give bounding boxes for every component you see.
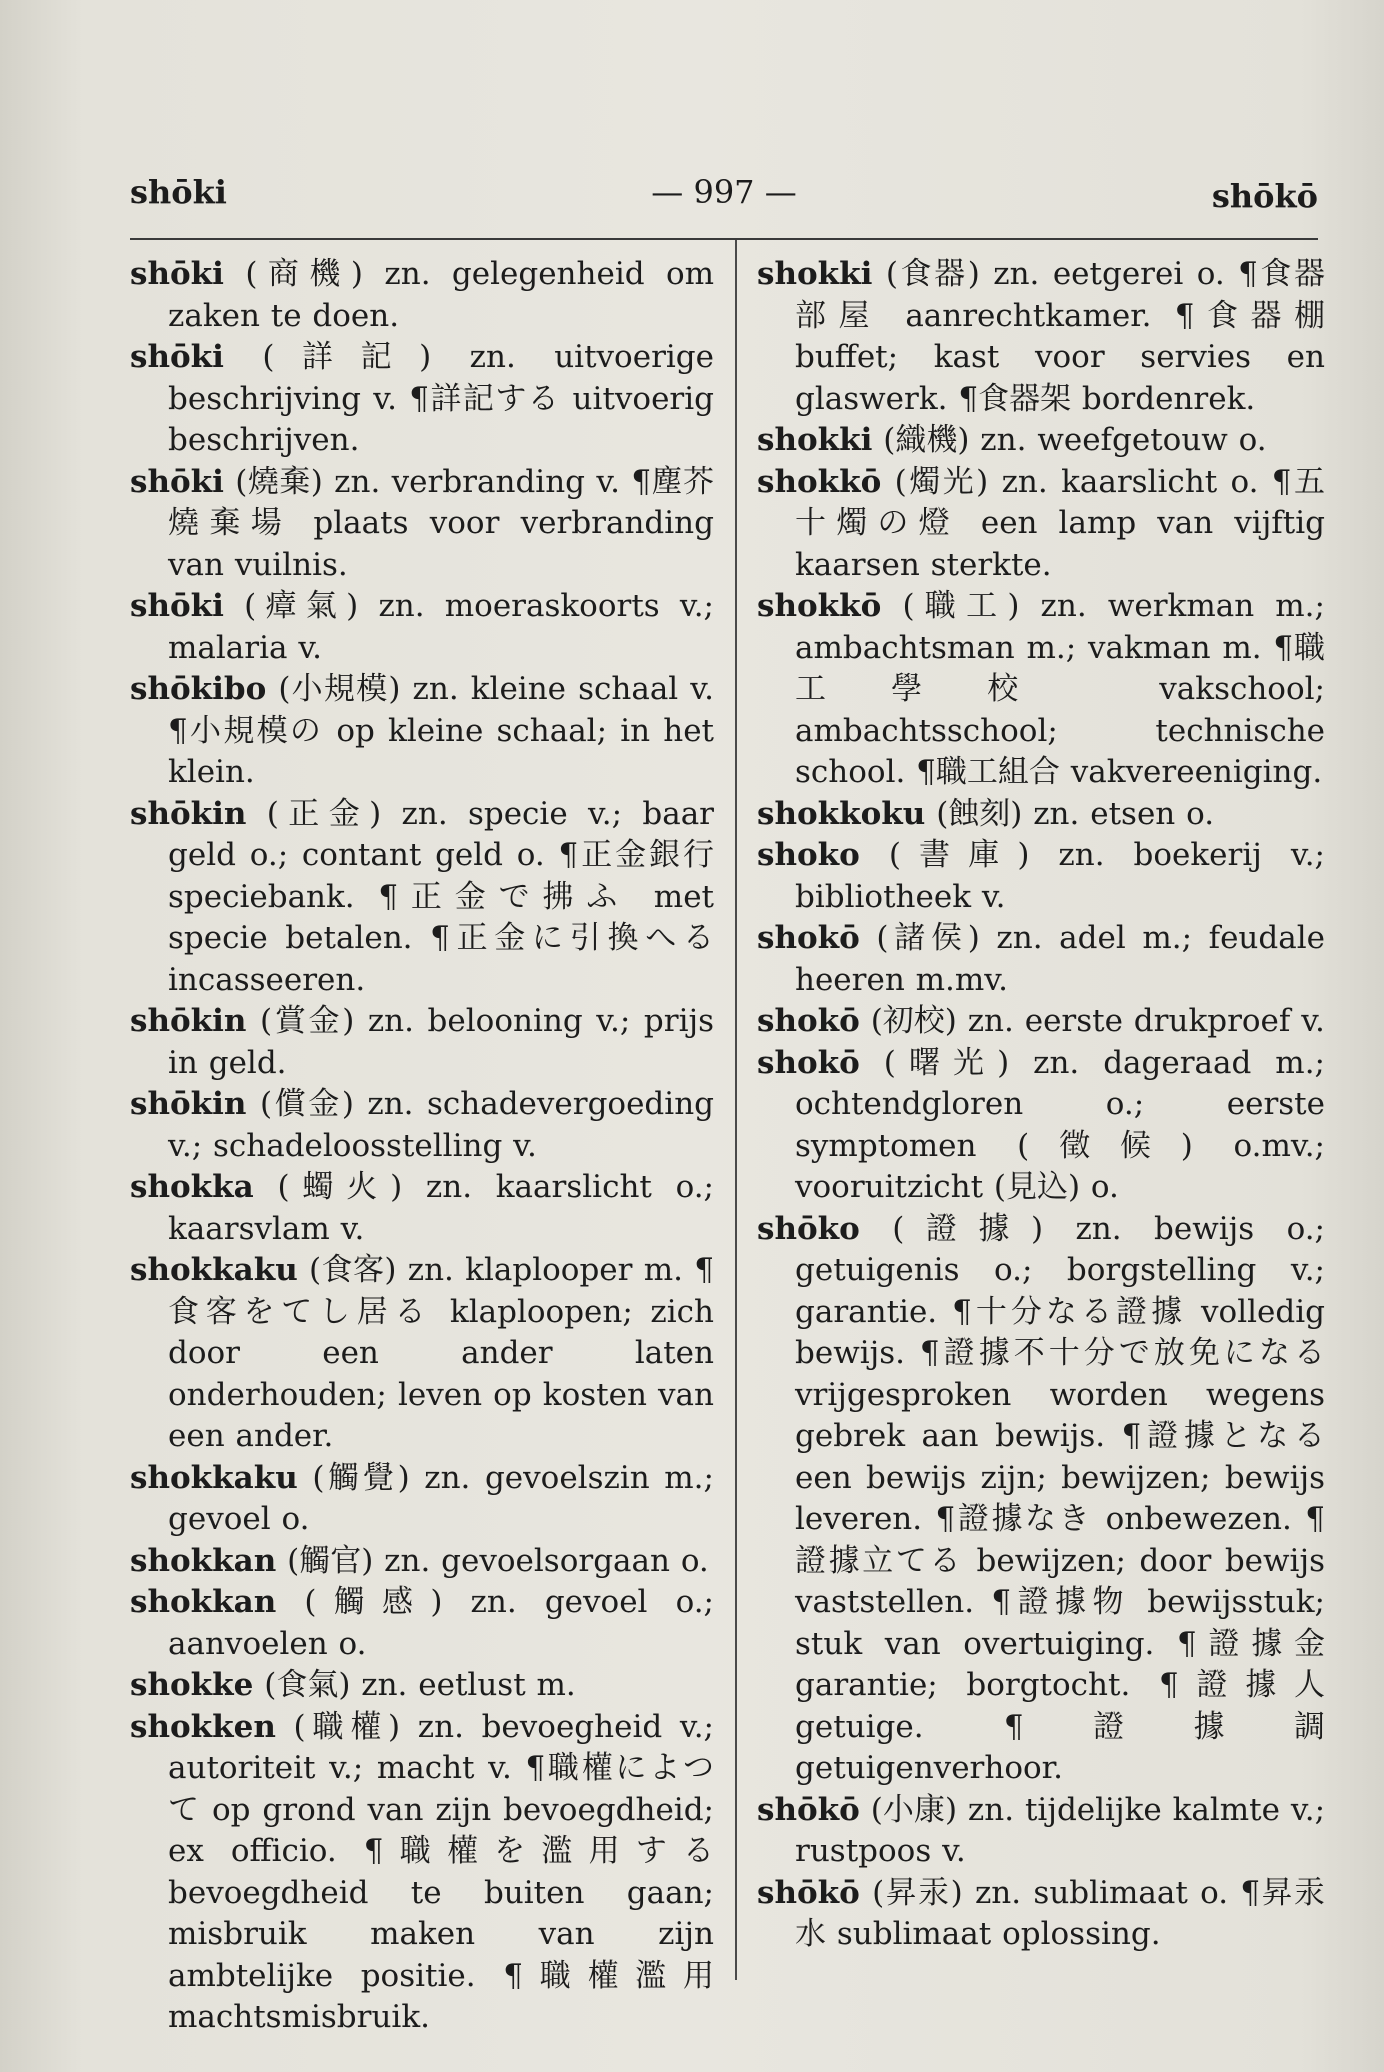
entry-text: (瘴氣) zn. moeraskoorts v.; malaria v.	[168, 588, 715, 666]
headword: shokkō	[757, 463, 882, 500]
entry-text: (初校) zn. eerste drukproef v.	[870, 1003, 1325, 1039]
dictionary-entry	[130, 669, 714, 794]
entry-text: (昇汞) zn. sublimaat o. ¶昇汞水 sublimaat oplossing.	[795, 1874, 1325, 1952]
headword: shōki	[130, 339, 224, 375]
dictionary-entry	[130, 1001, 714, 1084]
headword: shokke	[130, 1667, 254, 1703]
page-header	[130, 165, 1318, 225]
entry-text: (償金) zn. schadevergoeding v.; schadeloosstelling v.	[168, 1086, 715, 1164]
headword: shoko	[757, 837, 860, 873]
dictionary-entry	[130, 1707, 714, 2039]
dictionary-entry	[757, 794, 1325, 836]
page-number: — 997 —	[651, 173, 797, 211]
left-column	[130, 254, 714, 2039]
entry-text: (職權) zn. bevoegheid v.; autoriteit v.; macht v. ¶職權によつて op grond van zijn bevoegdheid; ex officio. ¶職權を濫用する bevoegdheid te buiten gaan; misbruik maken van zijn ambtelijke positie. ¶職權濫用 machtsmisbruik.	[168, 1708, 714, 2035]
dictionary-entry	[757, 1790, 1325, 1873]
entry-text: (證據) zn. bewijs o.; getuigenis o.; borgstelling v.; garantie. ¶十分なる證據 volledig bewijs. ¶證據不十分で放免になる vrijgesproken worden wegens gebrek aan bewijs. ¶證據となる een bewijs zijn; bewijzen; bewijs leveren. ¶證據なき onbewezen. ¶證據立てる bewijzen; door bewijs vaststellen. ¶證據物 bewijsstuk; stuk van overtuiging. ¶證據金 garantie; borgtocht. ¶證據人 getuige. ¶證據調 getuigenverhoor.	[795, 1210, 1325, 1786]
entry-text: (小康) zn. tijdelijke kalmte v.; rustpoos v.	[795, 1791, 1326, 1869]
headword: shokken	[130, 1708, 276, 1745]
dictionary-entry	[130, 337, 714, 462]
dictionary-entry	[130, 1541, 714, 1583]
headword: shōki	[130, 463, 224, 500]
dictionary-entry	[757, 1873, 1325, 1956]
dictionary-entry	[130, 462, 714, 587]
headword: shōkin	[130, 1086, 247, 1122]
dictionary-entry	[757, 1209, 1325, 1790]
entry-text: (觸覺) zn. gevoelszin m.; gevoel o.	[168, 1459, 714, 1537]
headword: shokkan	[130, 1542, 277, 1579]
entry-text: (蠋火) zn. kaarslicht o.; kaarsvlam v.	[168, 1169, 714, 1247]
headword: shokō	[757, 920, 860, 956]
headword: shōko	[757, 1210, 860, 1247]
entry-text: (觸官) zn. gevoelsorgaan o.	[287, 1542, 709, 1579]
entry-text: (織機) zn. weefgetouw o.	[883, 422, 1267, 458]
entry-text: (職工) zn. werkman m.; ambachtsman m.; vakman m. ¶職工學校 vakschool; ambachtsschool; technische school. ¶職工組合 vakvereeniging.	[795, 588, 1325, 790]
headword: shokka	[130, 1169, 254, 1205]
headword: shōki	[130, 256, 224, 292]
headword: shōkō	[757, 1791, 860, 1828]
headword: shokō	[757, 1044, 860, 1081]
dictionary-entry	[757, 1043, 1325, 1209]
headword: shōki	[130, 588, 224, 624]
dictionary-entry	[757, 254, 1325, 420]
dictionary-entry	[757, 918, 1325, 1001]
entry-text: (小規模) zn. kleine schaal v. ¶小規模の op kleine schaal; in het klein.	[168, 671, 714, 790]
dictionary-entry	[130, 1582, 714, 1665]
column-divider	[735, 240, 737, 1980]
headword: shōkin	[130, 795, 247, 832]
right-column	[757, 254, 1325, 1956]
dictionary-entry	[757, 462, 1325, 587]
dictionary-entry	[130, 586, 714, 669]
headword: shōkibo	[130, 671, 267, 707]
headword: shokki	[757, 422, 873, 458]
dictionary-entry	[130, 1458, 714, 1541]
entry-text: (正金) zn. specie v.; baar geld o.; contant geld o. ¶正金銀行 speciebank. ¶正金で拂ふ met specie betalen. ¶正金に引換へる incasseeren.	[168, 795, 714, 998]
entry-text: (食器) zn. eetgerei o. ¶食器部屋 aanrechtkamer. ¶食器棚 buffet; kast voor servies en glaswerk. ¶食器架 bordenrek.	[795, 256, 1326, 417]
entry-text: (觸感) zn. gevoel o.; aanvoelen o.	[168, 1584, 714, 1662]
headword: shokkō	[757, 588, 882, 624]
header-right-guide-word: shōkō	[1211, 177, 1318, 215]
headword: shokkaku	[130, 1252, 298, 1288]
header-left-guide-word: shōki	[130, 173, 227, 211]
entry-text: (蝕刻) zn. etsen o.	[936, 795, 1215, 832]
dictionary-entry	[130, 1665, 714, 1707]
dictionary-entry	[757, 420, 1325, 462]
headword: shokki	[757, 256, 873, 292]
entry-text: (食客) zn. klaplooper m. ¶食客をてし居る klaploopen; zich door een ander laten onderhouden; leven op kosten van een ander.	[168, 1252, 714, 1454]
dictionary-entry	[757, 1001, 1325, 1043]
entry-text: (書庫) zn. boekerij v.; bibliotheek v.	[795, 837, 1325, 915]
dictionary-entry	[130, 1167, 714, 1250]
headword: shōkō	[757, 1874, 860, 1911]
entry-text: (燒棄) zn. verbranding v. ¶塵芥燒棄場 plaats voor verbranding van vuilnis.	[168, 463, 714, 583]
headword: shokkaku	[130, 1459, 298, 1496]
dictionary-entry	[757, 586, 1325, 794]
dictionary-entry	[130, 794, 714, 1002]
entry-text: (詳記) zn. uitvoerige beschrijving v. ¶詳記する uitvoerig beschrijven.	[168, 339, 714, 458]
dictionary-entry	[757, 835, 1325, 918]
headword: shōkin	[130, 1003, 247, 1039]
dictionary-entry	[130, 1250, 714, 1458]
entry-text: (曙光) zn. dageraad m.; ochtendgloren o.; eerste symptomen (徵候) o.mv.; vooruitzicht (見込) o.	[795, 1044, 1325, 1205]
entry-text: (商機) zn. gelegenheid om zaken te doen.	[168, 256, 715, 334]
headword: shokkoku	[757, 795, 926, 832]
headword: shokkan	[130, 1584, 277, 1620]
entry-text: (燭光) zn. kaarslicht o. ¶五十燭の燈 een lamp van vijftig kaarsen sterkte.	[795, 463, 1326, 583]
entry-text: (食氣) zn. eetlust m.	[264, 1667, 576, 1703]
headword: shokō	[757, 1003, 860, 1039]
entry-text: (賞金) zn. belooning v.; prijs in geld.	[168, 1003, 715, 1081]
dictionary-entry	[130, 1084, 714, 1167]
entry-text: (諸侯) zn. adel m.; feudale heeren m.mv.	[795, 920, 1325, 998]
dictionary-entry	[130, 254, 714, 337]
header-rule	[130, 238, 1318, 240]
